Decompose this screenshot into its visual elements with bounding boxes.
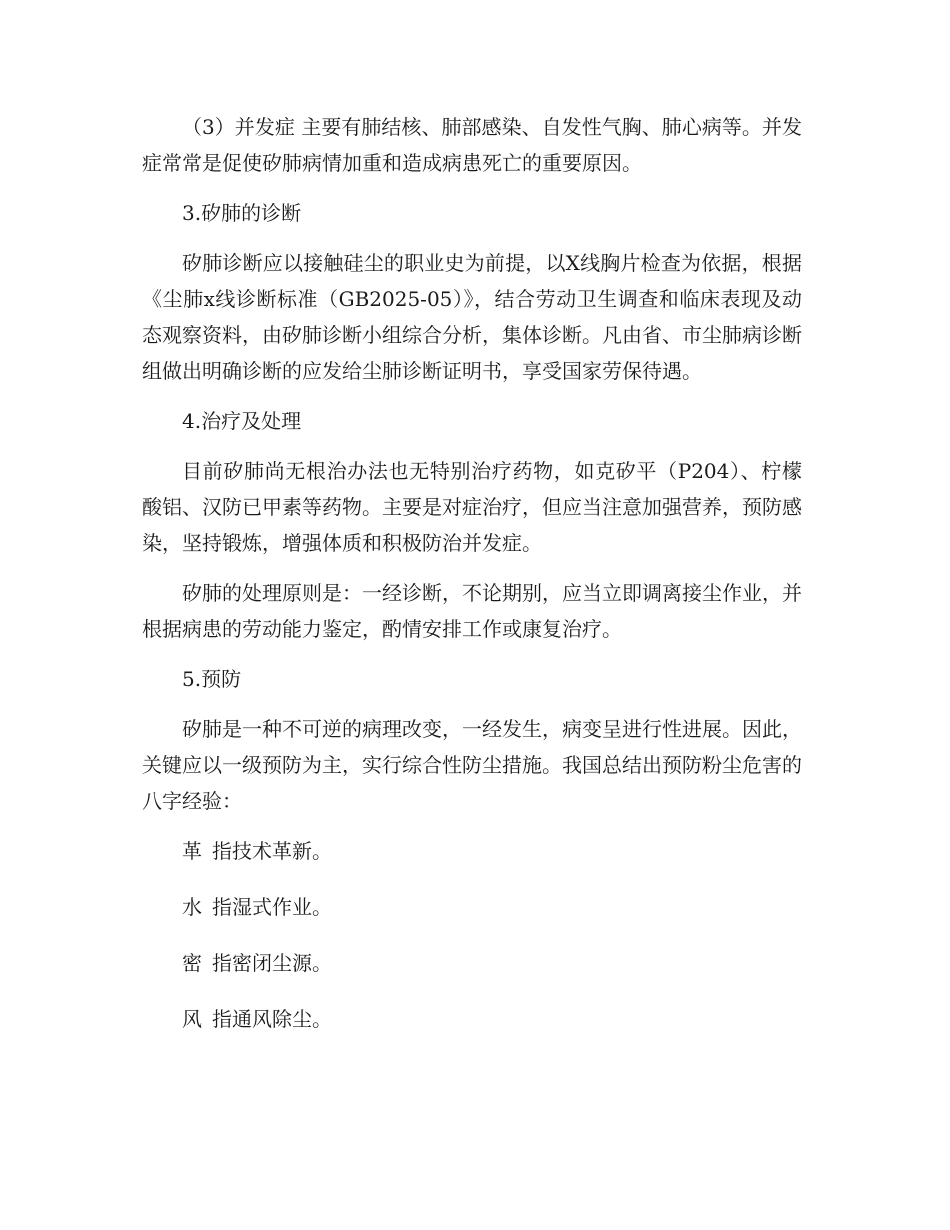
measure-key: 水 [182, 895, 202, 919]
measure-item [142, 833, 802, 869]
measure-key: 密 [182, 951, 202, 975]
measure-desc: 指技术革新。 [212, 839, 332, 863]
paragraph-prevention: 矽肺是一种不可逆的病理改变，一经发生，病变呈进行性进展。因此，关键应以一级预防为主，实行综合性防尘措施。我国总结出预防粉尘危害的八字经验： [142, 717, 802, 813]
measure-desc: 指湿式作业。 [212, 895, 332, 919]
section-heading-diagnosis: 3.矽肺的诊断 [182, 201, 302, 225]
paragraph-diagnosis: 矽肺诊断应以接触硅尘的职业史为前提，以X线胸片检查为依据，根据《尘肺x线诊断标准（GB2025-05）》，结合劳动卫生调查和临床表现及动态观察资料，由矽肺诊断小组综合分析，集体诊断。凡由省、市尘肺病诊断组做出明确诊断的应发给尘肺诊断证明书，享受国家劳保待遇。 [142, 251, 802, 383]
paragraph-treatment: 目前矽肺尚无根治办法也无特别治疗药物，如克矽平（P204）、柠檬酸铝、汉防已甲素等药物。主要是对症治疗，但应当注意加强营养，预防感染，坚持锻炼，增强体质和积极防治并发症。 [142, 459, 802, 555]
measure-item [142, 945, 802, 981]
measure-item [142, 889, 802, 925]
measure-key: 风 [182, 1007, 202, 1031]
measure-item [142, 1001, 802, 1037]
measure-desc: 指通风除尘。 [212, 1007, 332, 1031]
measure-desc: 指密闭尘源。 [212, 951, 332, 975]
document-body [142, 109, 802, 1057]
paragraph-complications: （3）并发症 主要有肺结核、肺部感染、自发性气胸、肺心病等。并发症常常是促使矽肺病情加重和造成病患死亡的重要原因。 [142, 115, 802, 175]
measure-key: 革 [182, 839, 202, 863]
section-heading-treatment: 4.治疗及处理 [182, 409, 302, 433]
paragraph-principle: 矽肺的处理原则是：一经诊断，不论期别，应当立即调离接尘作业，并根据病患的劳动能力鉴定，酌情安排工作或康复治疗。 [142, 581, 802, 641]
section-heading-prevention: 5.预防 [182, 667, 242, 691]
